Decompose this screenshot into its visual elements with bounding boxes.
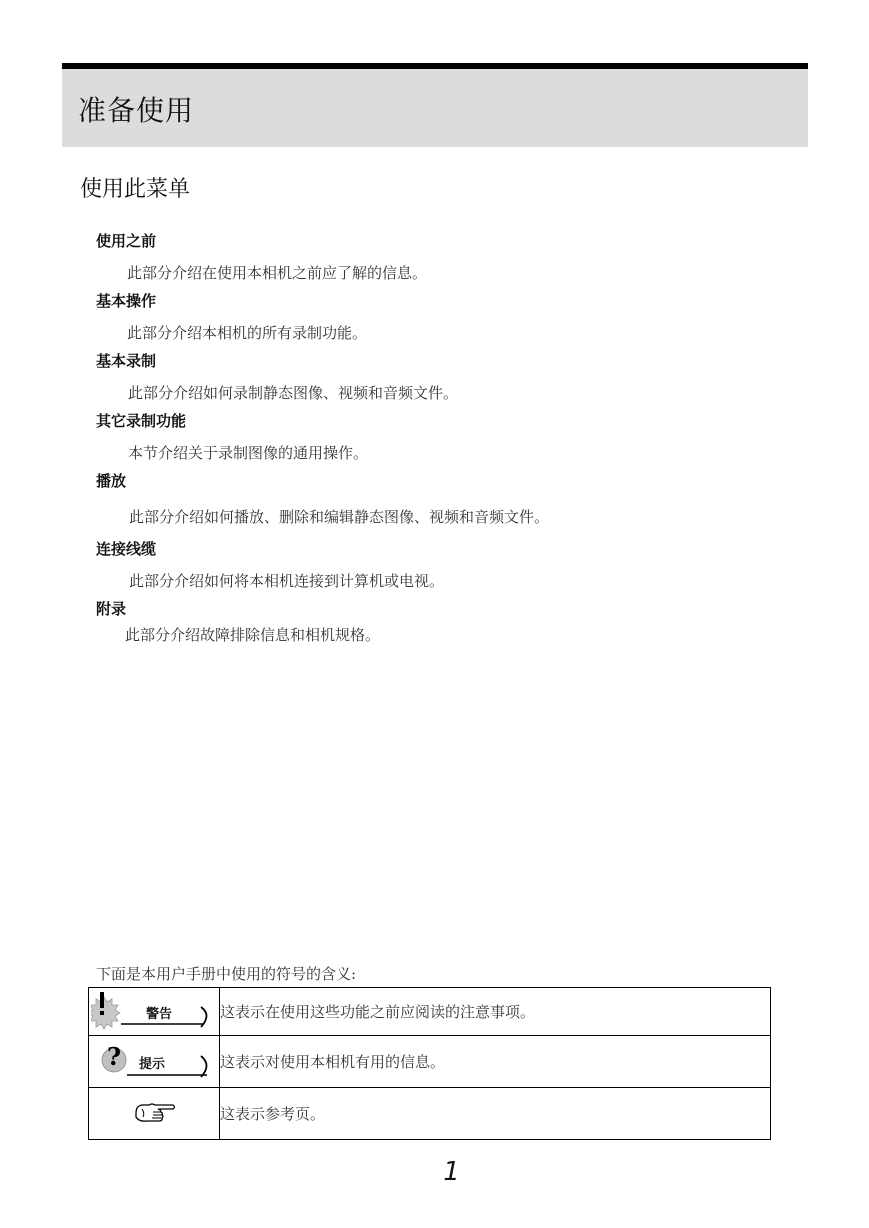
topic-heading: 其它录制功能: [96, 412, 187, 430]
topic-description: 本节介绍关于录制图像的通用操作。: [128, 444, 369, 462]
topic-heading: 连接线缆: [96, 540, 157, 558]
pointing-hand-icon: [133, 1101, 177, 1127]
legend-row-tip: [89, 1036, 771, 1088]
legend-meaning: 这表示对使用本相机有用的信息。: [220, 1036, 771, 1088]
topic-description: 此部分介绍在使用本相机之前应了解的信息。: [127, 264, 428, 282]
topic-heading: 使用之前: [96, 232, 157, 250]
topic-description: 此部分介绍如何将本相机连接到计算机或电视。: [129, 572, 445, 590]
legend-intro: 下面是本用户手册中使用的符号的含义:: [96, 965, 357, 983]
legend-meaning: 这表示参考页。: [220, 1088, 771, 1140]
topic-heading: 基本操作: [96, 292, 157, 310]
legend-row-warning: [89, 988, 771, 1036]
legend-symbol-cell: [89, 1088, 220, 1140]
page-number: 1: [443, 1157, 460, 1187]
legend-row-reference: [89, 1088, 771, 1140]
topic-description: 此部分介绍如何播放、删除和编辑静态图像、视频和音频文件。: [129, 508, 550, 526]
svg-text:?: ?: [107, 1042, 122, 1071]
legend-meaning: 这表示在使用这些功能之前应阅读的注意事项。: [220, 988, 771, 1036]
symbol-legend-table: [88, 987, 771, 1140]
section-title: 使用此菜单: [80, 177, 191, 202]
legend-symbol-cell: [89, 988, 220, 1036]
chapter-title: 准备使用: [78, 94, 195, 127]
topic-heading: 附录: [96, 600, 127, 618]
legend-symbol-cell: [89, 1036, 220, 1088]
topic-heading: 基本录制: [96, 352, 157, 370]
topic-description: 此部分介绍本相机的所有录制功能。: [127, 324, 368, 342]
chapter-banner: [62, 69, 808, 147]
warning-label: 警告: [146, 1007, 173, 1022]
topic-heading: 播放: [96, 472, 127, 490]
topic-description: 此部分介绍如何录制静态图像、视频和音频文件。: [128, 384, 459, 402]
tip-label: 提示: [139, 1057, 166, 1072]
topic-description: 此部分介绍故障排除信息和相机规格。: [125, 626, 381, 644]
